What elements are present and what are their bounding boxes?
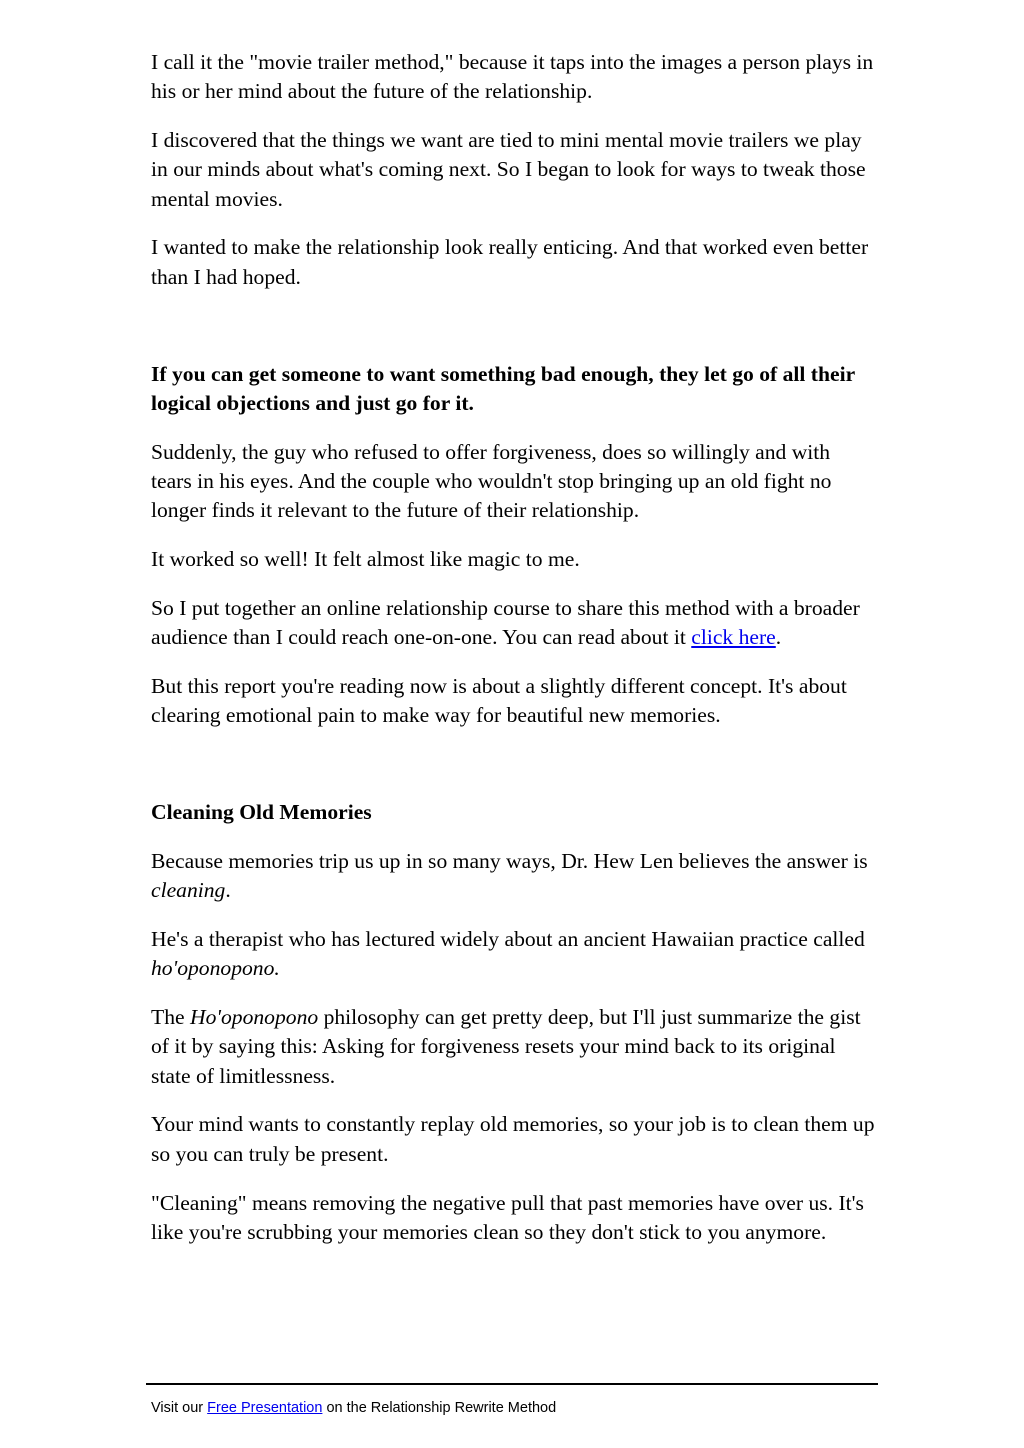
- paragraph-movie-trailer-method: I call it the "movie trailer method," because it taps into the images a person plays in his or her mind about the future of the relationship.: [151, 50, 874, 104]
- cleaning-emphasis: cleaning: [151, 878, 226, 903]
- paragraph-forgiveness: Suddenly, the guy who refused to offer forgiveness, does so willingly and with tears in his eyes. And the couple who wouldn't stop bringing up an old fight no longer finds it relevant to the future of their relationship.: [151, 439, 832, 523]
- paragraph-philosophy: [151, 1003, 876, 1091]
- footer-divider: [146, 1383, 878, 1385]
- paragraph-mental-movies: I discovered that the things we want are tied to mini mental movie trailers we play in our minds about what's coming next. So I began to look for ways to tweak those mental movies.: [151, 128, 866, 211]
- section-spacer: [151, 312, 876, 360]
- paragraph-online-course: [151, 594, 876, 653]
- section-spacer: [151, 750, 876, 798]
- footer-suffix: on the Relationship Rewrite Method: [322, 1400, 557, 1416]
- paragraph-dr-hew-len: [151, 847, 876, 906]
- heading-want-something: If you can get someone to want something bad enough, they let go of all their logical objections and just go for it.: [151, 361, 855, 415]
- online-course-text: So I put together an online relationship course to share this method with a broader audience than I could reach one-on-one. You can read about it: [151, 595, 860, 650]
- hooponopono-emphasis: ho'oponopono.: [151, 956, 280, 981]
- click-here-link[interactable]: click here: [691, 625, 776, 650]
- document-body: [151, 48, 876, 1267]
- online-course-period: .: [775, 625, 782, 650]
- paragraph-replay-memories: Your mind wants to constantly replay old memories, so your job is to clean them up so you can truly be present.: [151, 1112, 875, 1166]
- paragraph-different-concept: But this report you're reading now is about a slightly different concept. It's about clearing emotional pain to make way for beautiful new memories.: [151, 673, 847, 728]
- paragraph-magic: It worked so well! It felt almost like magic to me.: [151, 547, 580, 572]
- therapist-text: He's a therapist who has lectured widely about an ancient Hawaiian practice called: [151, 926, 865, 951]
- footer: [151, 1398, 556, 1418]
- free-presentation-link[interactable]: Free Presentation: [207, 1400, 323, 1416]
- dr-hew-len-text: Because memories trip us up in so many ways, Dr. Hew Len believes the answer is: [151, 848, 868, 873]
- dr-hew-len-period: .: [225, 878, 231, 903]
- paragraph-therapist: [151, 925, 876, 984]
- philosophy-start: The: [151, 1005, 190, 1030]
- hooponopono-title-emphasis: Ho'oponopono: [189, 1005, 319, 1030]
- paragraph-enticing: I wanted to make the relationship look really enticing. And that worked even better than I had hoped.: [151, 235, 869, 289]
- paragraph-cleaning-definition: "Cleaning" means removing the negative pull that past memories have over us. It's like you're scrubbing your memories clean so they don't stick to you anymore.: [151, 1190, 864, 1244]
- heading-cleaning-old-memories: Cleaning Old Memories: [151, 800, 372, 825]
- philosophy-text: philosophy can get pretty deep, but I'll just summarize the gist of it by saying this: Asking for forgiveness resets your mind back to its original state of limitlessness.: [151, 1005, 861, 1088]
- footer-prefix: Visit our: [151, 1400, 208, 1416]
